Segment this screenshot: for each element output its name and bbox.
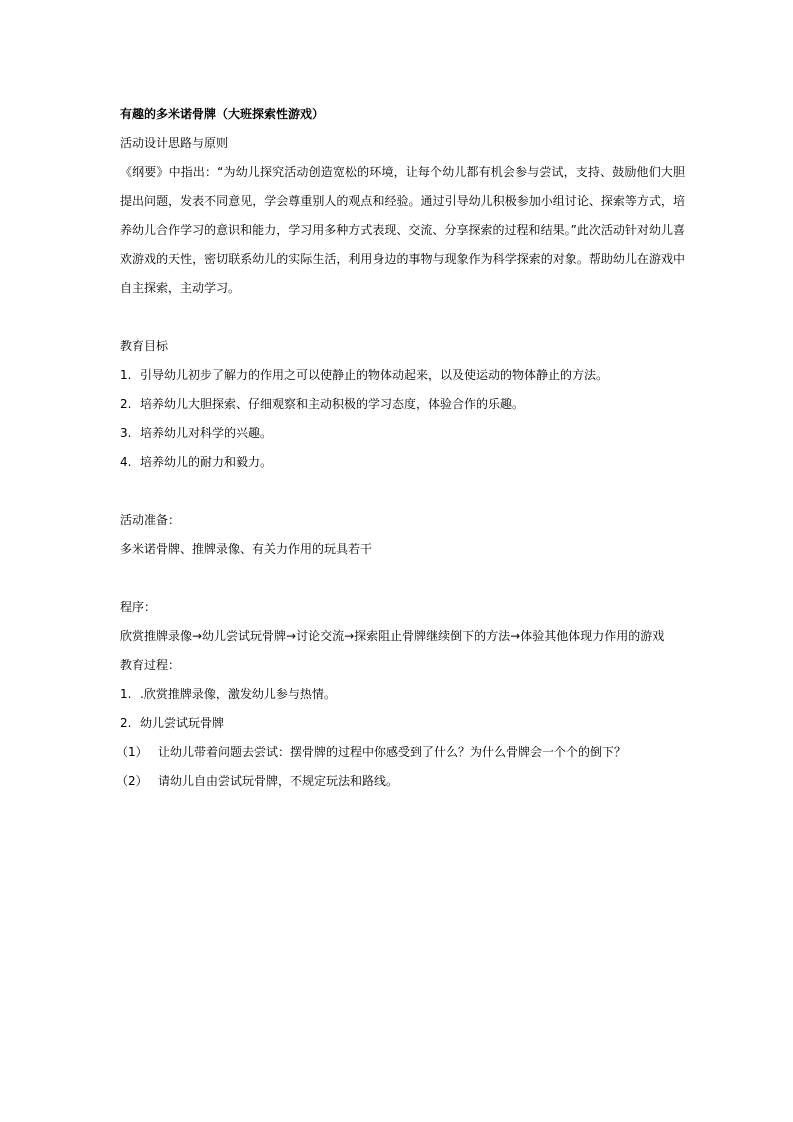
prep-text: 多米诺骨牌、推牌录像、有关力作用的玩具若干 — [120, 542, 373, 556]
goals-heading: 教育目标 — [120, 339, 169, 353]
design-heading: 活动设计思路与原则 — [120, 136, 229, 150]
sub-step — [116, 738, 685, 767]
goal-item — [120, 390, 685, 419]
design-paragraph: 《纲要》中指出：“为幼儿探究活动创造宽松的环境，让每个幼儿都有机会参与尝试，支持、鼓励他们大胆提出问题，发表不同意见，学会尊重别人的观点和经验。通过引导幼儿积极参加小组讨论、探索等方式，培养幼儿合作学习的意识和能力，学习用多种方式表现、交流、分享探索的过程和结果。”此次活动针对幼儿喜欢游戏的天性，密切联系幼儿的实际生活，利用身边的事物与现象作为科学探索的对象。帮助幼儿在游戏中自主探索，主动学习。 — [120, 165, 685, 295]
goal-text: 引导幼儿初步了解力的作用之可以使静止的物体动起来，以及使运动的物体静止的方法。 — [140, 368, 609, 382]
goal-text: 培养幼儿对科学的兴趣。 — [140, 426, 273, 440]
prep-heading: 活动准备： — [120, 513, 181, 527]
process-step-text: 幼儿尝试玩骨牌 — [140, 716, 225, 730]
spacer — [120, 564, 685, 593]
process-step-number: 1. — [120, 687, 132, 701]
goal-text: 培养幼儿大胆探索、仔细观察和主动积极的学习态度，体验合作的乐趣。 — [140, 397, 525, 411]
goal-number: 4. — [120, 455, 132, 469]
sub-step — [116, 767, 685, 796]
document-title: 有趣的多米诺骨牌（大班探索性游戏） — [120, 107, 325, 121]
document-body — [116, 100, 685, 796]
procedure-heading: 程序： — [120, 600, 157, 614]
process-step — [120, 709, 685, 738]
process-step — [120, 680, 685, 709]
goal-number: 3. — [120, 426, 132, 440]
sub-step-text: 让幼儿带着问题去尝试：摆骨牌的过程中你感受到了什么？为什么骨牌会一个个的倒下？ — [158, 745, 627, 759]
goal-item — [120, 419, 685, 448]
process-heading: 教育过程： — [120, 658, 181, 672]
process-step-text: .欣赏推牌录像，激发幼儿参与热情。 — [140, 687, 336, 701]
sub-step-number: （1） — [116, 745, 148, 759]
process-step-number: 2. — [120, 716, 132, 730]
goal-item — [120, 448, 685, 477]
goal-text: 培养幼儿的耐力和毅力。 — [140, 455, 273, 469]
sub-step-text: 请幼儿自由尝试玩骨牌，不规定玩法和路线。 — [158, 774, 399, 788]
goal-number: 1. — [120, 368, 132, 382]
sub-step-number: （2） — [116, 774, 148, 788]
goal-item — [120, 361, 685, 390]
spacer — [120, 303, 685, 332]
spacer — [120, 477, 685, 506]
procedure-text: 欣赏推牌录像→幼儿尝试玩骨牌→讨论交流→探索阻止骨牌继续倒下的方法→体验其他体现力作用的游戏 — [120, 629, 665, 643]
goal-number: 2. — [120, 397, 132, 411]
